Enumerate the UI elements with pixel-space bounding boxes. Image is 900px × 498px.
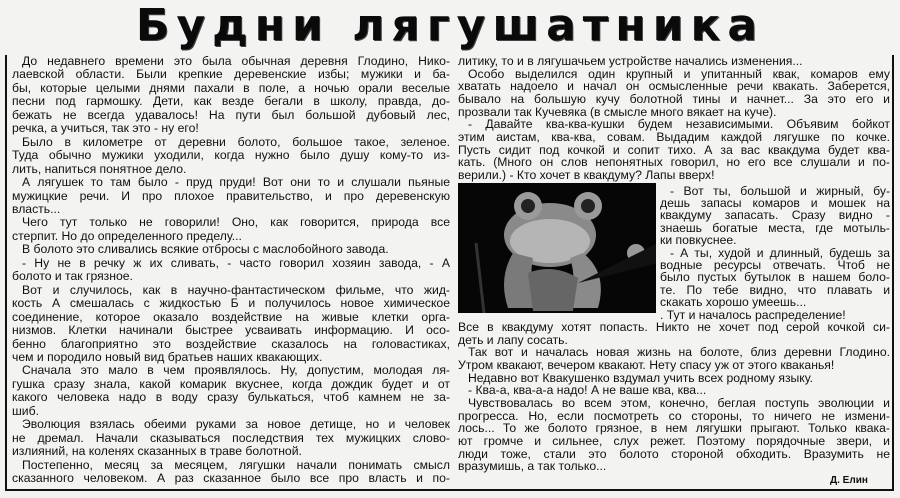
column-right-top xyxy=(458,55,890,182)
text-line: лить, напиться понятное дело. xyxy=(12,161,187,176)
article-column-right xyxy=(458,55,890,473)
column-right-side xyxy=(660,183,890,321)
text-line: те. По тебе видно, что плавать и xyxy=(660,282,890,297)
text-line: квакдуму запасать. Сразу видно - xyxy=(660,208,890,223)
text-line: - Ну не в речку ж их сливать, - часто говорил хозяин завода, - А xyxy=(22,255,450,270)
paragraph xyxy=(12,176,450,216)
text-line: деть и лапу сосать. xyxy=(458,332,568,347)
text-line: . Тут и началось распределение! xyxy=(660,307,846,322)
text-line: бы, которые целыми днями пахали в поле, а ночью орали веселые xyxy=(12,80,450,95)
text-line: чем и породило новый вид братьев наших квакающих. xyxy=(12,349,323,364)
text-line: кость А смешалась с жидкостью Б и получилось новое химическое xyxy=(12,296,450,311)
text-line: сказанного человеком. А раз сказанное было все про власть и по- xyxy=(12,471,450,486)
text-line: речка, а учиться, так это - ну его! xyxy=(12,121,199,136)
paragraph xyxy=(660,185,890,247)
text-line: Так вот и началась новая жизнь на болоте, близ деревни Глодино. xyxy=(468,345,890,360)
paragraph xyxy=(458,55,890,68)
text-line: скакать хорошо умеешь... xyxy=(660,295,807,310)
text-line: А лягушек то там было - пруд пруди! Вот они то и слушали пьяные xyxy=(22,175,450,190)
paragraph xyxy=(458,118,890,181)
text-line: бежать не всегда удавалось! На пути был большой дубовый лес, xyxy=(12,107,450,122)
text-line: дешь запасы комаров и мошек на xyxy=(660,195,890,210)
photo-row xyxy=(458,183,890,321)
text-line: было пустых бутылок в нашем боло- xyxy=(660,270,890,285)
text-line: бенно благоприятно это воздействие сказалось на головастиках, xyxy=(12,336,450,351)
paragraph xyxy=(12,136,450,176)
article-column-left xyxy=(12,55,450,486)
text-line: хватать надоело и начал он осмысленные речи квакать. Заберется, xyxy=(458,79,890,94)
text-line: Чувствовалась во всем этом, конечно, беглая поступь эволюции и xyxy=(468,395,890,410)
text-line: Сначала это мало в чем проявлялось. Ну, допустим, молодая ля- xyxy=(22,363,450,378)
text-line: Утром квакают, вечером квакают. Нету спасу уж от этого кваканья! xyxy=(458,358,835,372)
paragraph xyxy=(12,364,450,418)
text-line: лось... То же болото грязное, в нем лягушки прыгают. Только квака- xyxy=(458,421,890,436)
text-line: - Давайте ква-ква-кушки будем независимыми. Объявим бойкот xyxy=(468,117,890,132)
paragraph xyxy=(458,321,890,346)
paragraph xyxy=(12,459,450,486)
text-line: вразумишь, а так только... xyxy=(458,459,607,474)
text-line: Эволюция взялась обеими руками за новое детище, но и человек xyxy=(22,417,450,432)
text-line: Пусть сидит под кочкой и сопит тихо. А за вас квакдума будет ква- xyxy=(458,142,890,157)
text-line: До недавнего времени это была обычная деревня Глодино, Нико- xyxy=(22,54,450,68)
text-line: не дремал. Начали сказываться последствия тех мужицких слово- xyxy=(12,430,450,445)
column-right-bottom xyxy=(458,321,890,473)
text-line: В болото это сливались всякие отбросы с маслобойного завода. xyxy=(22,242,389,257)
text-line: ют громче и сильнее, слух режет. Поэтому порядочные звери, и xyxy=(458,433,890,448)
paragraph xyxy=(12,257,450,284)
text-line: Недавно вот Квакушенко вздумал учить всех родному языку. xyxy=(468,370,814,385)
text-line: - А ты, худой и длинный, будешь за xyxy=(670,245,890,260)
text-line: литику, то и в лягушачьем устройстве начались изменения... xyxy=(458,54,803,68)
text-line: этим аистам, ква-ква, совам. Выдадим каждой лягушке по кочке. xyxy=(458,129,890,144)
text-line: мужицкие речи. И про плохое правительство, и про деревенскую xyxy=(12,188,450,203)
text-line: ки повкуснее. xyxy=(660,233,737,248)
paragraph xyxy=(12,243,450,256)
text-line: Вот и случилось, как в научно-фантастическом фильме, что жид- xyxy=(22,282,450,297)
text-line: лаевской области. Были крепкие деревенские избы; мужики и ба- xyxy=(12,67,450,82)
paragraph xyxy=(12,216,450,243)
text-line: Все в квакдуму хотят попасть. Никто не хочет под серой кочкой си- xyxy=(458,320,890,335)
paragraph xyxy=(458,346,890,371)
frame-border-bottom xyxy=(5,489,894,491)
text-line: Чего тут только не говорили! Оно, как говорится, природа все xyxy=(22,215,450,230)
text-line: власть... xyxy=(12,201,61,216)
text-line: - Ква-а, ква-а-а надо! А не ваше ква, ква... xyxy=(468,383,707,398)
text-line: гушка сразу знала, какой комарик вкуснее, когда дождик будет и от xyxy=(12,376,450,391)
paragraph xyxy=(12,284,450,365)
text-line: излияний, на коленях сказанных в траве болотной. xyxy=(12,444,302,459)
author-signature: Д. Елин xyxy=(830,475,868,486)
text-line: люди тоже, стали это болото стороной обходить. Вразумить не xyxy=(458,446,890,461)
article-title: Будни лягушатника xyxy=(135,0,765,51)
frame-border-right xyxy=(892,55,894,491)
text-line: знаешь богатые места, где мотыль- xyxy=(660,220,890,235)
text-line: Было в километре от деревни болото, большое такое, зеленое. xyxy=(22,134,450,149)
text-line: Туда обычно мужики уходили, когда нужно было душу кому-то из- xyxy=(12,148,450,163)
text-line: болото и так грязное. xyxy=(12,269,133,284)
text-line: шиб. xyxy=(12,403,39,418)
paragraph xyxy=(458,397,890,473)
frog-photo xyxy=(458,183,656,313)
frog-image-icon xyxy=(458,183,656,313)
text-line: водные ресурсы отвечать. Чтоб не xyxy=(660,258,890,272)
text-line: Особо выделился один крупный и упитанный квак, комаров ему xyxy=(468,66,890,81)
text-line: - Вот ты, большой и жирный, бу- xyxy=(670,183,890,198)
text-line: соединение, которое оказало воздействие на живые клетки орга- xyxy=(12,309,450,324)
text-line: песни под гармошку. Дети, как везде бегали в школу, правда, до- xyxy=(12,94,450,109)
text-line: Постепенно, месяц за месяцем, лягушки начали понимать смысл xyxy=(22,457,450,472)
paragraph xyxy=(12,418,450,458)
text-line: кать. (Много он слов непонятных говорил, но его все слушали и по- xyxy=(458,155,890,170)
paragraph xyxy=(12,55,450,136)
text-line: бывало на большую кучу болотной тины и начнет... За это его и xyxy=(458,91,890,106)
text-line: стерпит. Но до определенного пределу... xyxy=(12,228,242,243)
text-line: какого человека надо в воду сразу булькаться, чтоб камнем не за- xyxy=(12,390,450,405)
paragraph xyxy=(660,247,890,309)
paragraph xyxy=(458,68,890,119)
text-line: прозвали так Кучевяка (в смысле много вякает на куче). xyxy=(458,104,777,119)
frame-border-left xyxy=(5,55,7,491)
text-line: низмов. Клетки начинали быстрее усваивать информацию. И осо- xyxy=(12,323,450,338)
text-line: прогресса. Но, если посмотреть со стороны, то ничего не измени- xyxy=(458,408,890,423)
text-line: верили.) - Кто хочет в квакдуму? Лапы вверх! xyxy=(458,167,715,182)
